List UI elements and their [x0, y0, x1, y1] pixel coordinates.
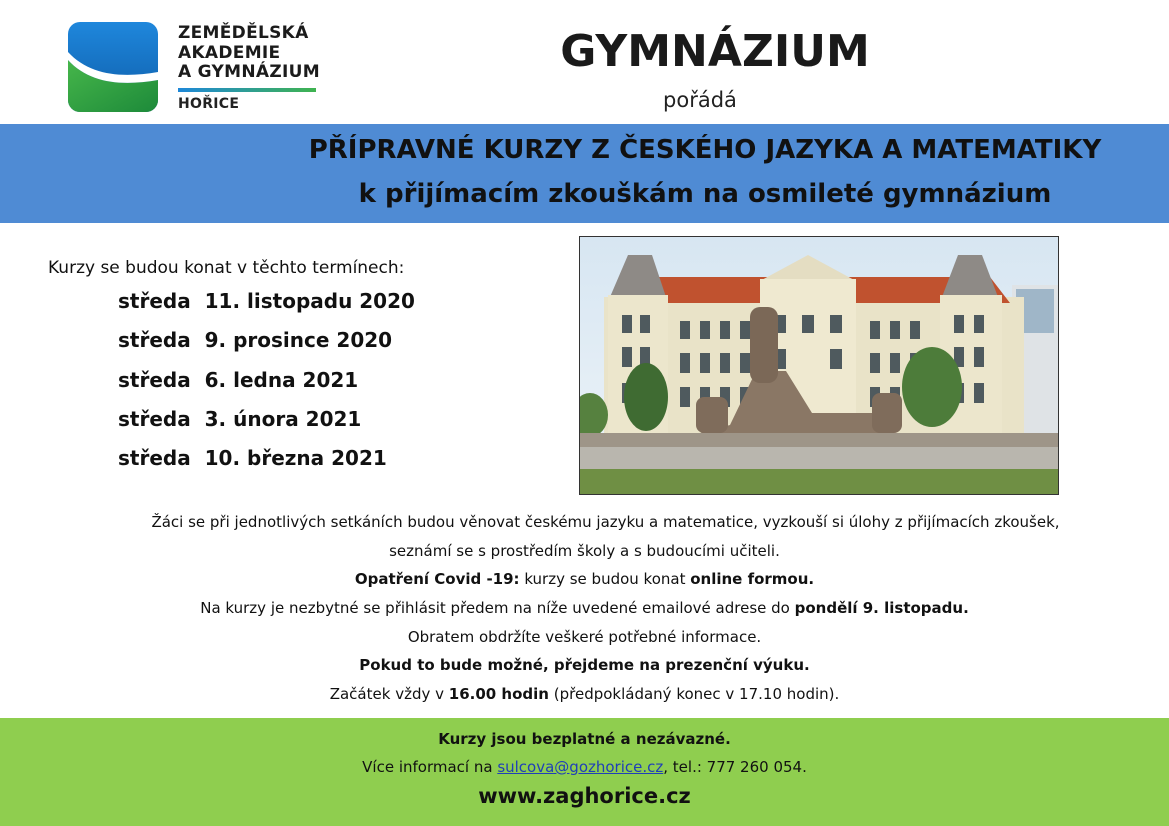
page-subtitle: pořádá [663, 88, 737, 112]
page-title: GYMNÁZIUM [560, 26, 870, 77]
logo-line-3: A GYMNÁZIUM [178, 62, 320, 82]
schedule-date-list [118, 287, 415, 483]
footer-free-notice: Kurzy jsou bezplatné a nezávazné. [438, 730, 731, 748]
contact-email-link[interactable]: sulcova@gozhorice.cz [497, 758, 664, 776]
details-paragraph-2: seznámí se s prostředím školy a s budoucími učiteli. [389, 541, 780, 560]
logo-text [178, 24, 320, 83]
footer-band [0, 718, 1169, 826]
logo-town: HOŘICE [178, 96, 240, 112]
banner-subheading: k přijímacím zkouškám na osmileté gymnázium [358, 179, 1052, 209]
schedule-date: středa 9. prosince 2020 [118, 328, 393, 353]
info-notice: Obratem obdržíte veškeré potřebné informace. [407, 627, 762, 646]
course-details [0, 512, 1169, 713]
logo-line-1: ZEMĚDĚLSKÁ [178, 23, 309, 43]
schedule-intro: Kurzy se budou konat v těchto termínech: [48, 258, 405, 278]
footer-contact [0, 758, 1169, 776]
covid-format: online formou. [690, 570, 815, 589]
covid-label: Opatření Covid -19: [354, 570, 520, 589]
details-paragraph-1: Žáci se při jednotlivých setkáních budou věnovat českému jazyku a matematice, vyzkouší si úlohy z přijímacích zkoušek, [151, 513, 1060, 531]
signup-deadline: pondělí 9. listopadu. [794, 599, 969, 618]
school-logo-mark-icon [68, 22, 158, 112]
school-building-photo [579, 236, 1059, 495]
start-time: 16.00 hodin [448, 685, 549, 704]
school-logo [68, 22, 328, 116]
start-prefix: Začátek vždy v [329, 685, 449, 704]
school-building-illustration [580, 237, 1058, 494]
course-banner [0, 124, 1169, 223]
schedule-date: středa 10. března 2021 [118, 446, 387, 471]
covid-notice [0, 569, 1169, 598]
start-suffix: (předpokládaný konec v 17.10 hodin). [548, 685, 840, 704]
signup-text: Na kurzy je nezbytné se přihlásit předem na níže uvedené emailové adrese do [200, 599, 795, 618]
covid-text: kurzy se budou konat [519, 570, 691, 589]
contact-prefix: Více informací na [362, 758, 498, 776]
website-link[interactable]: www.zaghorice.cz [478, 784, 691, 808]
signup-notice [0, 598, 1169, 627]
schedule-date: středa 11. listopadu 2020 [118, 289, 415, 313]
banner-heading: PŘÍPRAVNÉ KURZY Z ČESKÉHO JAZYKA A MATEMATIKY [308, 135, 1102, 165]
schedule-date: středa 3. února 2021 [118, 406, 362, 431]
start-time-notice [0, 684, 1169, 713]
logo-line-2: AKADEMIE [178, 42, 281, 63]
logo-divider [178, 88, 316, 92]
presence-notice: Pokud to bude možné, přejdeme na prezenční výuku. [359, 656, 810, 675]
schedule-date: středa 6. ledna 2021 [118, 367, 359, 392]
contact-phone: , tel.: 777 260 054. [663, 758, 807, 776]
